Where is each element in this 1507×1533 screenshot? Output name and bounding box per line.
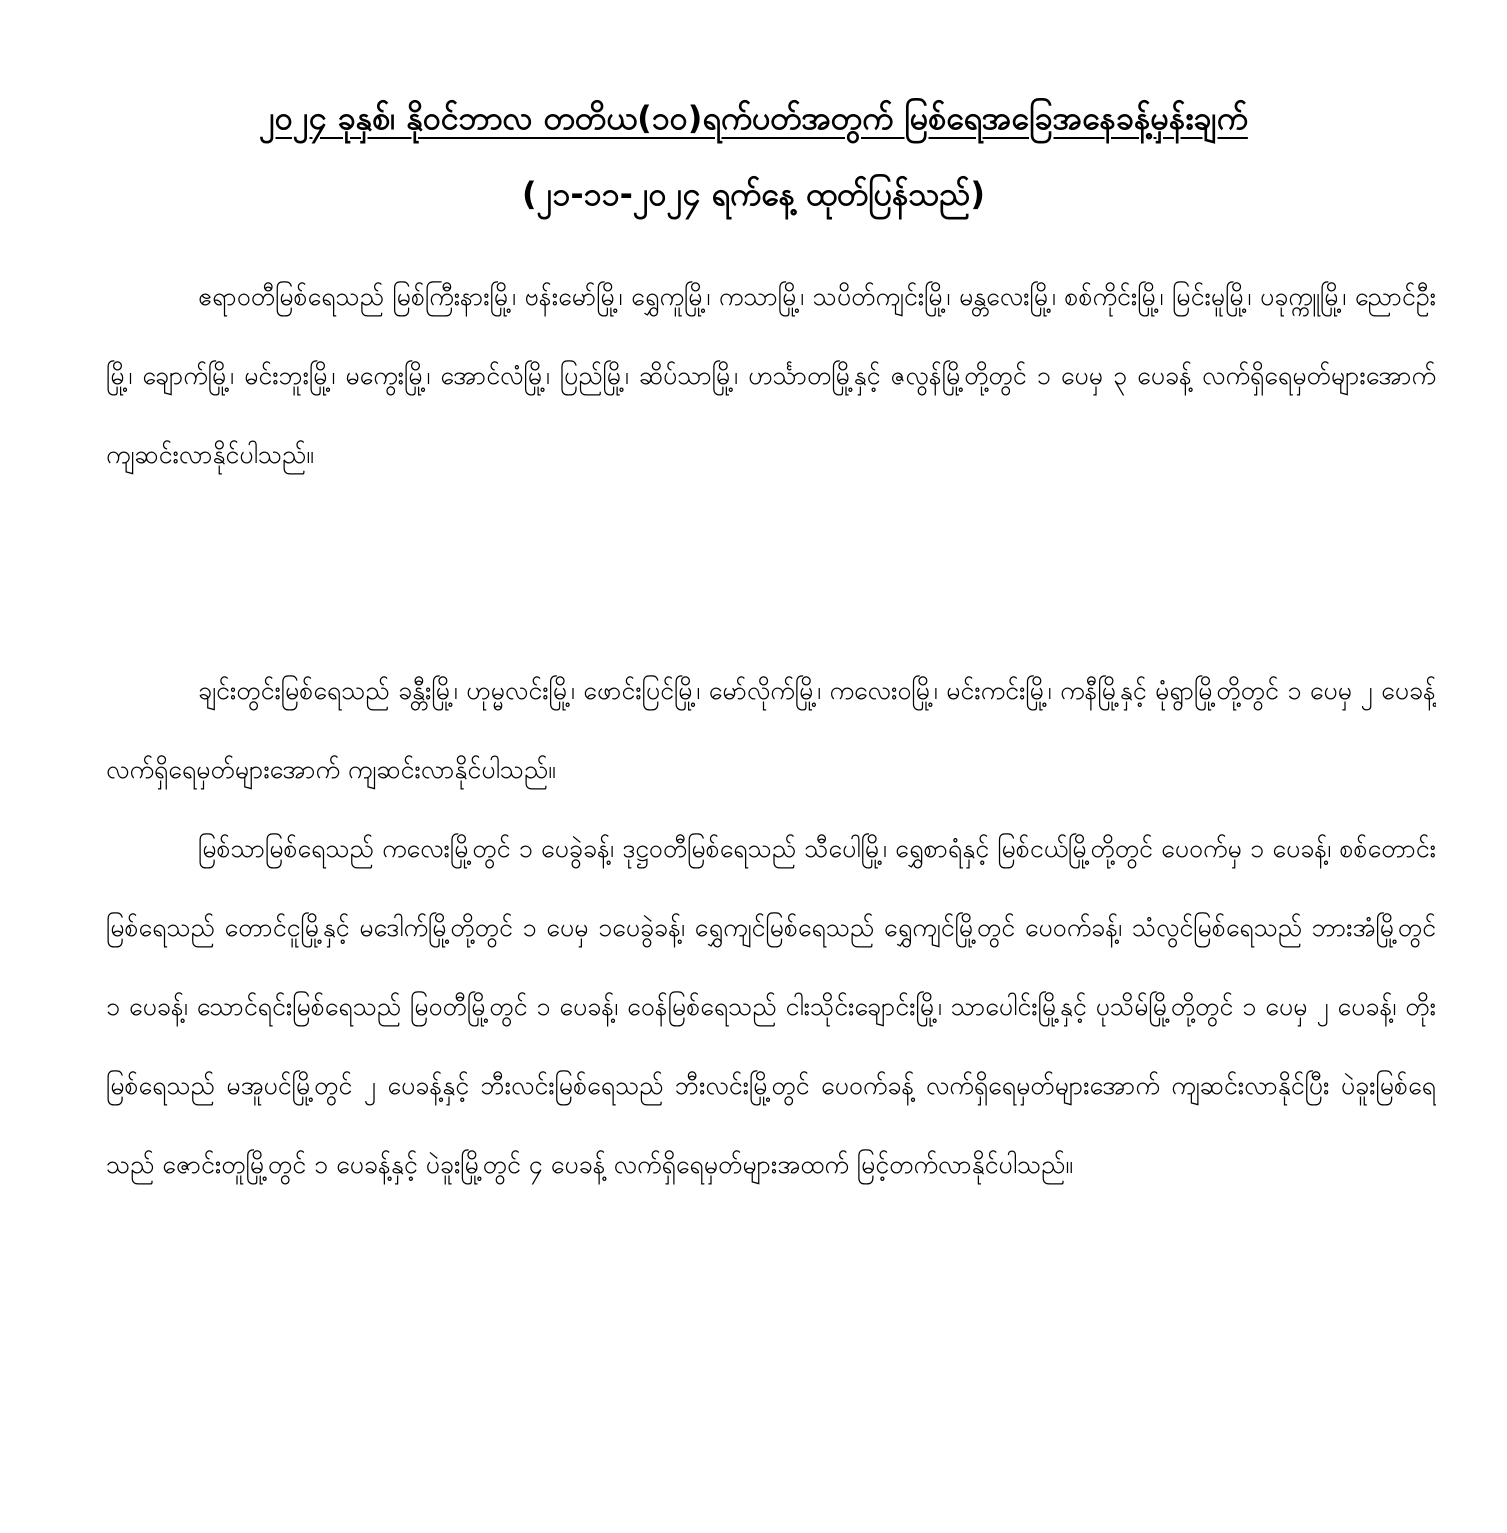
paragraph-text: ချင်းတွင်းမြစ်ရေသည် ခန္တီးမြို့၊ ဟုမ္မလင်းမြို့၊ ဖောင်းပြင်မြို့၊ မော်လိုက်မြို့၊ ကလေးဝမြို့၊ မင်းကင်းမြို့၊ ကနီမြို့နှင့် မုံရွာမြို့တို့တွင် ၁ ပေမှ ၂ ပေခန့် လက်ရှိရေမှတ်များအောက် ကျဆင်းလာနိုင်ပါသည်။ [106, 676, 1436, 784]
paragraph-text: မြစ်သာမြစ်ရေသည် ကလေးမြို့တွင် ၁ ပေခွဲခန့်၊ ဒုဋ္ဌဝတီမြစ်ရေသည် သီပေါမြို့၊ ရွှေစာရံနှင့် မြစ်ငယ်မြို့တို့တွင် ပေဝက်မှ ၁ ပေခန့်၊ စစ်တောင်းမြစ်ရေသည် တောင်ငူမြို့နှင့် မဒေါက်မြို့တို့တွင် ၁ ပေမှ ၁ပေခွဲခန့်၊ ရွှေကျင်မြစ်ရေသည် ရွှေကျင်မြို့တွင် ပေဝက်ခန့်၊ သံလွင်မြစ်ရေသည် ဘားအံမြို့တွင် ၁ ပေခန့်၊ သောင်ရင်းမြစ်ရေသည် မြဝတီမြို့တွင် ၁ ပေခန့်၊ ဝေန်မြစ်ရေသည် ငါးသိုင်းချောင်းမြို့၊ သာပေါင်းမြို့နှင့် ပုသိမ်မြို့တို့တွင် ၁ ပေမှ ၂ ပေခန့်၊ တိုးမြစ်ရေသည် မအူပင်မြို့တွင် ၂ ပေခန့်နှင့် ဘီးလင်းမြစ်ရေသည် ဘီးလင်းမြို့တွင် ပေဝက်ခန့် လက်ရှိရေမှတ်များအောက် ကျဆင်းလာနိုင်ပြီး ပဲခူးမြစ်ရေသည် ဇောင်းတူမြို့တွင် ၁ ပေခန့်နှင့် ပဲခူးမြို့တွင် ၄ ပေခန့် လက်ရှိရေမှတ်များအထက် မြင့်တက်လာနိုင်ပါသည်။ [106, 834, 1436, 1179]
paragraph-irrawaddy [106, 257, 1436, 494]
paragraph-other-rivers [106, 809, 1436, 1204]
paragraph-text: ဧရာဝတီမြစ်ရေသည် မြစ်ကြီးနားမြို့၊ ဗန်းမော်မြို့၊ ရွှေကူမြို့၊ ကသာမြို့၊ သပိတ်ကျင်းမြို့၊ မန္တလေးမြို့၊ စစ်ကိုင်းမြို့၊ မြင်းမူမြို့၊ ပခုက္ကူမြို့၊ ညောင်ဦးမြို့၊ ချောက်မြို့၊ မင်းဘူးမြို့၊ မကွေးမြို့၊ အောင်လံမြို့၊ ပြည်မြို့၊ ဆိပ်သာမြို့၊ ဟင်္သာတမြို့နှင့် ဇလွန်မြို့တို့တွင် ၁ ပေမှ ၃ ပေခန့် လက်ရှိရေမှတ်များအောက် ကျဆင်းလာနိုင်ပါသည်။ [106, 282, 1436, 469]
paragraph-chindwin [106, 651, 1436, 809]
document-title: ၂၀၂၄ ခုနှစ်၊ နိုဝင်ဘာလ တတိယ(၁၀)ရက်ပတ်အတွက် မြစ်ရေအခြေအနေခန့်မှန်းချက် [259, 99, 1248, 137]
document-subtitle: (၂၁-၁၁-၂၀၂၄ ရက်နေ့ ထုတ်ပြန်သည်) [521, 175, 986, 213]
